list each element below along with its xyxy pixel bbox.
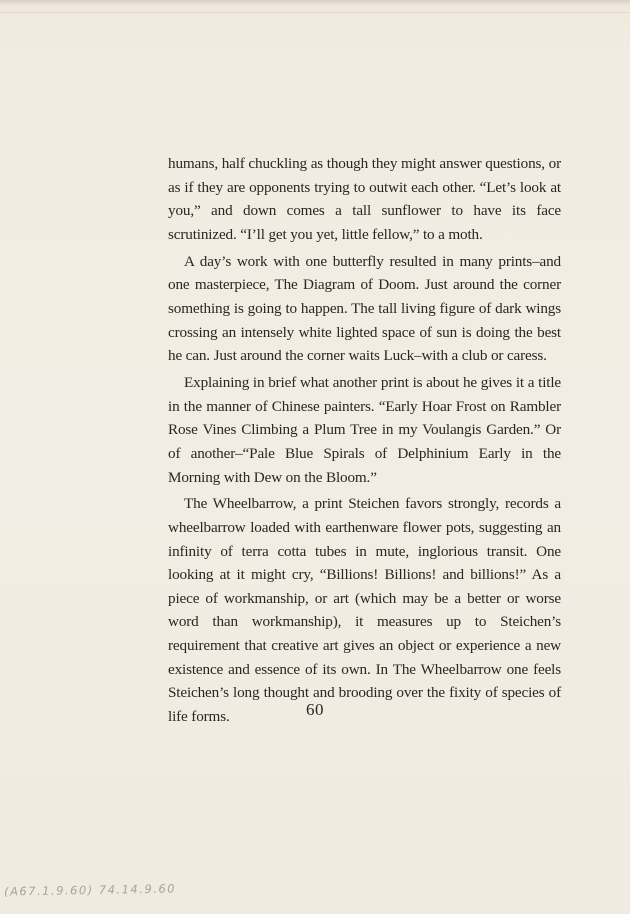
handwritten-accession-number: (A67.1.9.60) 74.14.9.60: [3, 881, 177, 899]
page-top-shadow: [0, 0, 630, 6]
paragraph-2: A day’s work with one butterfly resulted in many prints–and one masterpiece, The Diagram of Doom. Just around the corner something is going to happen. The tall living figure of dark wings crossing an intensely white lighted space of sun is doing the best he can. Just around the corner waits Luck–with a club or caress.: [168, 252, 561, 365]
body-text: [168, 152, 561, 732]
page-number: 60: [306, 700, 324, 719]
paragraph-3: Explaining in brief what another print is about he gives it a title in the manner of Chinese painters. “Early Hoar Frost on Rambler Rose Vines Climbing a Plum Tree in my Voulangis Garden.” Or of another–“Pale Blue Spirals of Delphinium Early in the Morning with Dew on the Bloom.”: [168, 374, 561, 486]
paragraph-1: humans, half chuckling as though they might answer questions, or as if they are opponents trying to outwit each other. “Let’s look at you,” and down comes a tall sunflower to have its face scrutinized. “I’ll get you yet, little fellow,” to a moth.: [168, 155, 561, 243]
page-fold-line: [0, 12, 630, 13]
paragraph-4: The Wheelbarrow, a print Steichen favors strongly, records a wheelbarrow loaded with earthenware flower pots, suggesting an infinity of terra cotta tubes in mute, inglorious transit. One looking at it might cry, “Billions! Billions! and billions!” As a piece of workmanship, or art (which may be a better or worse word than workmanship), it measures up to Steichen’s requirement that creative art gives an object or experience a new existence and essence of its own. In The Wheelbarrow one feels Steichen’s long thought and brooding over the fixity of species of life forms.: [168, 495, 561, 725]
